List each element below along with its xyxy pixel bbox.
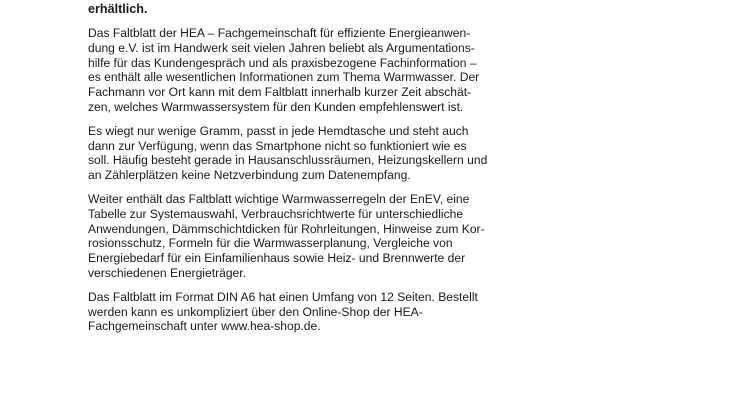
heading-tail: erhältlich.: [88, 2, 148, 16]
paragraph-intro: [88, 26, 558, 115]
text-line: Das Faltblatt im Format DIN A6 hat einen Umfang von 12 Seiten. Bestellt: [88, 289, 478, 304]
text-line: Weiter enthält das Faltblatt wichtige Warmwasserregeln der EnEV, eine: [88, 191, 470, 206]
text-line: rosionsschutz, Formeln für die Warmwasserplanung, Vergleiche von: [88, 236, 453, 251]
paragraph-ordering: [88, 290, 558, 334]
paragraph-weight: [88, 124, 558, 183]
text-line: Fachgemeinschaft unter www.hea-shop.de.: [88, 319, 321, 334]
text-line: Das Faltblatt der HEA – Fachgemeinschaft für effiziente Energieanwen-: [88, 26, 471, 40]
text-line: werden kann es unkompliziert über den Online-Shop der HEA-: [88, 304, 423, 319]
text-line: dung e.V. ist im Handwerk seit vielen Jahren beliebt als Argumentations-: [88, 40, 475, 55]
text-line: Es wiegt nur wenige Gramm, passt in jede Hemdtasche und steht auch: [88, 123, 469, 138]
text-line: hilfe für das Kundengespräch und als praxisbezogene Fachinformation –: [88, 55, 477, 70]
text-line: verschiedenen Energieträger.: [88, 265, 246, 280]
text-line: soll. Häufig besteht gerade in Hausanschlussräumen, Heizungskellern und: [88, 153, 488, 168]
text-line: es enthält alle wesentlichen Informationen zum Thema Warmwasser. Der: [88, 70, 480, 85]
text-line: Fachmann vor Ort kann mit dem Faltblatt innerhalb kurzer Zeit abschät-: [88, 85, 472, 100]
text-line: an Zählerplätzen keine Netzverbindung zum Datenempfang.: [88, 168, 411, 183]
text-line: dann zur Verfügung, wenn das Smartphone nicht so funktioniert wie es: [88, 138, 467, 153]
text-line: Anwendungen, Dämmschichtdicken für Rohrleitungen, Hinweise zum Kor-: [88, 221, 485, 236]
text-line: Energiebedarf für ein Einfamilienhaus sowie Heiz- und Brennwerte der: [88, 251, 466, 266]
text-line: zen, welches Warmwassersystem für den Kunden empfehlenswert ist.: [88, 99, 464, 114]
text-line: Tabelle zur Systemauswahl, Verbrauchsrichtwerte für unterschiedliche: [88, 206, 464, 221]
article-body: [88, 0, 558, 334]
paragraph-contents: [88, 192, 558, 281]
